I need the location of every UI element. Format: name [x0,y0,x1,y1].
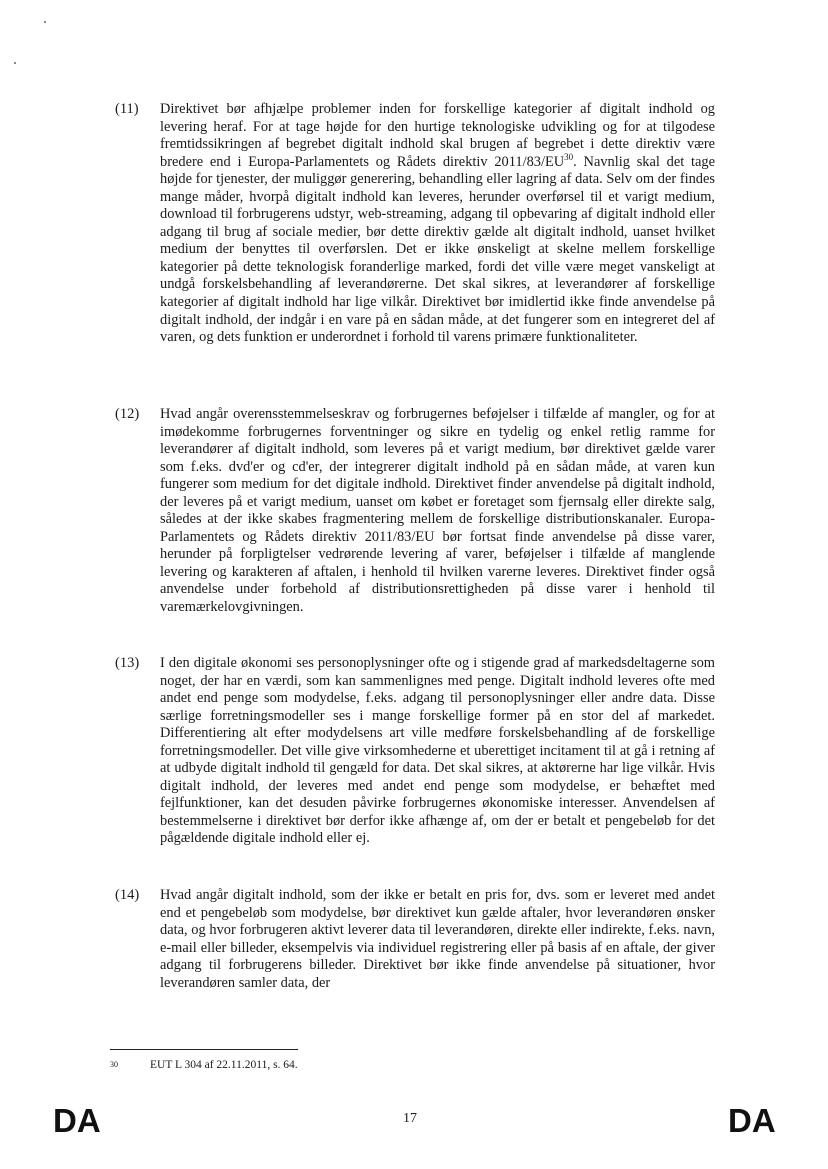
paragraph-text: I den digitale økonomi ses personoplysninger ofte og i stigende grad af markedsdeltagerne som noget, der har en værdi, som kan sammenlignes med penge. Digitalt indhold leveres ofte med andet end penge som modydelse, f.eks. adgang til personoplysninger eller andre data. Disse særlige forretningsmodeller ses i mange forskellige former på en stor del af markedet. Differentiering alt efter modydelsens art ville medføre forskelsbehandling af de forskellige forretningsmodeller. Det ville give virksomhederne et uberettiget incitament til at gå i retning af at udbyde digitalt indhold til gengæld for data. Det skal sikres, at aktørerne har lige vilkår. Hvis digitalt indhold, der leveres med andet end penge som modydelse, er behæftet med fejlfunktioner, kan det desuden påvirke forbrugernes økonomiske interesser. Anvendelsen af bestemmelserne i direktivet bør derfor ikke afhænge af, om der er betalt et pengebeløb for det pågældende digitale indhold eller ej. [160,655,715,847]
footnote-reference[interactable]: 30 [564,151,574,162]
scan-speck [14,62,16,64]
footnote [110,1058,298,1072]
footnote-text: EUT L 304 af 22.11.2011, s. 64. [150,1059,298,1071]
paragraph-text: Hvad angår digitalt indhold, som der ikke er betalt en pris for, dvs. som er leveret med andet end et pengebeløb som modydelse, bør direktivet kun gælde aftaler, hvor leverandøren ønsker data, og hvor forbrugeren aktivt leverer data til leverandøren, direkte eller indirekte, f.eks. navn, e-mail eller billeder, eksempelvis via individuel registrering eller på basis af en aftale, der giver adgang til forbrugerens billeder. Direktivet bør ikke finde anvendelse på situationer, hvor leverandøren samler data, der [160,887,715,991]
language-code-left: DA [53,1102,101,1139]
scan-speck [44,21,46,23]
paragraph-text: Direktivet bør afhjælpe problemer inden for forskellige kategorier af digitalt indhold og levering heraf. For at tage højde for den hurtige teknologiske udvikling og for at tilgodese fremtidssikringen af begrebet digitalt indhold skal brugen af begrebet i dette direktiv være bredere end i Europa-Parlamentets og Rådets direktiv 2011/83/EU$^{30}$. Navnlig skal det tage højde for tjenester, der muliggør generering, behandling eller lagring af data. Selv om der findes mange måder, hvorpå digitalt indhold kan leveres, herunder overførsel til et varigt medium, download til forbrugerens udstyr, web-streaming, adgang til opbevaring af digitalt indhold eller adgang til brug af sociale medier, bør dette direktiv gælde alt digitalt indhold, uanset hvilket medium der benyttes til overførslen. Det er ikke ønskeligt at skelne mellem forskellige kategorier på dette teknologisk foranderlige marked, fordi det ville være meget vanskeligt at undgå forskelsbehandling af leverandørerne. Det skal sikres, at leverandører af forskellige kategorier af digitalt indhold har lige vilkår. Direktivet bør imidlertid ikke finde anvendelse på digitalt indhold, der indgår i en vare på en sådan måde, at det fungerer som en integreret del af varen, og dets funktion er underordnet i forhold til varens primære funktionaliteter. [160,101,715,346]
paragraph-number: (11) [115,101,139,117]
paragraph-number: (14) [115,887,140,903]
footnote-divider [110,1049,298,1050]
paragraph-14 [115,887,715,992]
paragraph-number: (12) [115,406,140,422]
language-code-right: DA [728,1102,776,1139]
paragraph-11 [115,101,715,347]
footnote-mark: 30 [110,1060,118,1069]
paragraph-13 [115,655,715,848]
paragraph-12 [115,406,715,617]
paragraph-text: Hvad angår overensstemmelseskrav og forbrugernes beføjelser i tilfælde af mangler, og for at imødekomme forbrugernes forventninger og sikre en tydelig og enkel retlig ramme for leverandører af digitalt indhold, som leveres på et varigt medium, bør direktivet gælde varer som f.eks. dvd'er og cd'er, der integrerer digitalt indhold på en sådan måde, at varen kun fungerer som medium for det digitale indhold. Direktivet finder anvendelse på digitalt indhold, der leveres på et varigt medium, uanset om købet er foretaget som fjernsalg eller direkte salg, således at der ikke skabes fragmentering mellem de forskellige distributionskanaler. Europa-Parlamentets og Rådets direktiv 2011/83/EU bør fortsat finde anvendelse på disse varer, herunder på forpligtelser vedrørende levering af varer, beføjelser i tilfælde af manglende levering og karakteren af aftalen, i henhold til hvilken varerne leveres. Direktivet finder også anvendelse under forbehold af distributionsrettigheden på disse varer i henhold til varemærkelovgivningen. [160,406,715,616]
page-number: 17 [403,1111,417,1126]
paragraph-number: (13) [115,655,140,671]
